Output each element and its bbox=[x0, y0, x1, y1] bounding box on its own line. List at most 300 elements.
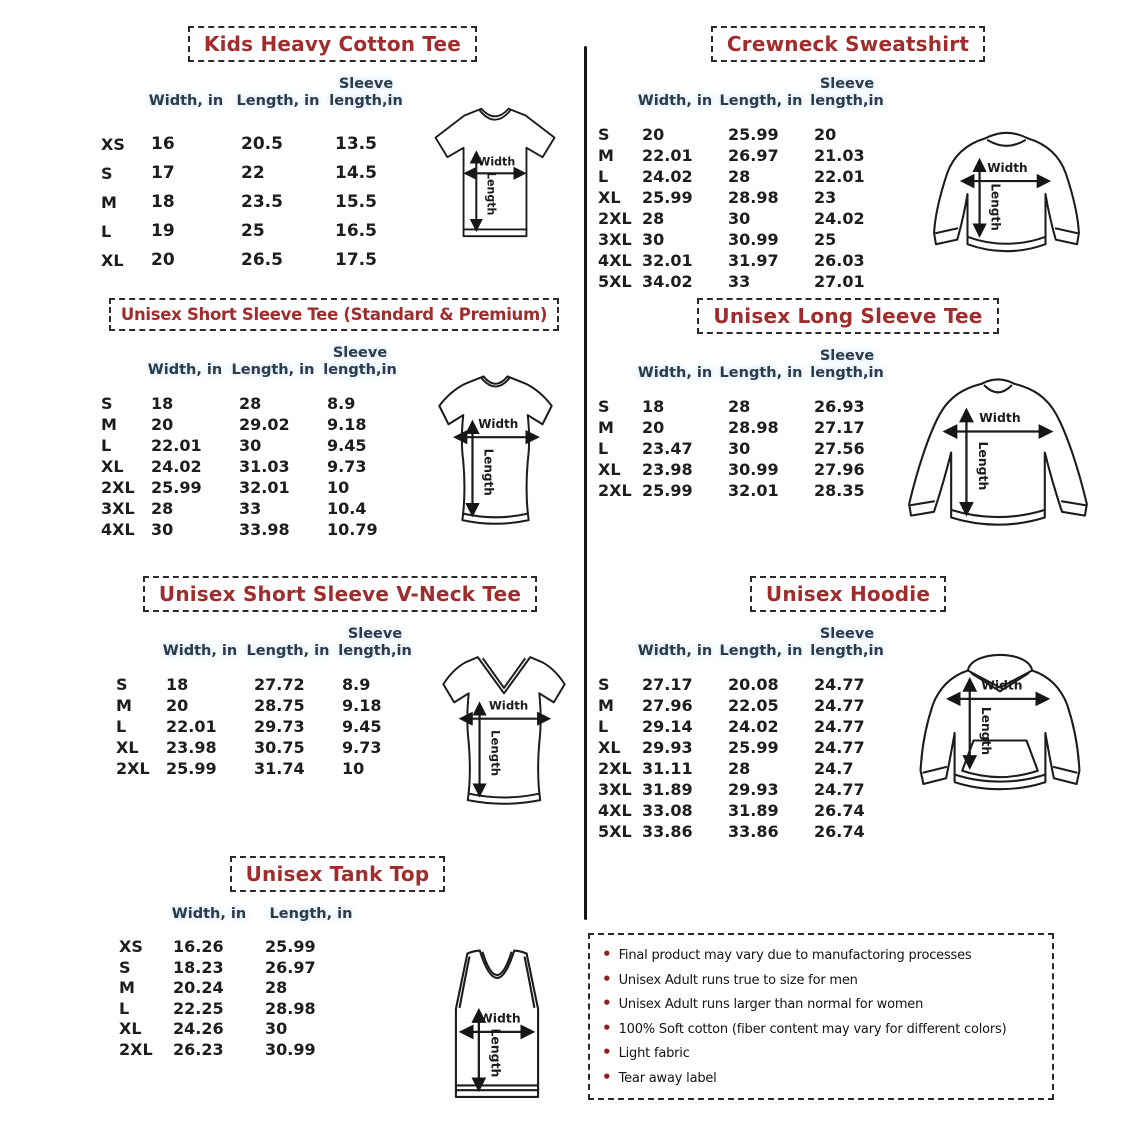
measurement-value: 23.5 bbox=[241, 192, 283, 212]
column-header: Width, in bbox=[147, 362, 223, 378]
measurement-value: 23.98 bbox=[166, 738, 217, 757]
measurement-value: 16 bbox=[151, 134, 175, 154]
table-row bbox=[119, 958, 367, 979]
measurement-value: 24.7 bbox=[814, 759, 854, 778]
measurement-value: 31.89 bbox=[642, 780, 693, 799]
size-label: XL bbox=[101, 251, 124, 270]
bullet-icon: • bbox=[602, 969, 612, 988]
measurement-value: 33.86 bbox=[728, 822, 779, 841]
table-row bbox=[598, 480, 890, 501]
measurement-value: 9.45 bbox=[342, 717, 382, 736]
table-row bbox=[101, 159, 407, 188]
length-arrow-label: Length bbox=[979, 706, 994, 756]
v-neck-tee-illustration bbox=[418, 646, 590, 814]
note-item bbox=[602, 943, 1040, 968]
measurement-value: 20 bbox=[642, 125, 665, 144]
size-label: 2XL bbox=[119, 1039, 153, 1059]
measurement-value: 33.98 bbox=[239, 520, 290, 539]
measurement-value: 31.89 bbox=[728, 801, 779, 820]
size-label: L bbox=[598, 717, 609, 736]
size-label: M bbox=[101, 415, 117, 434]
table-row bbox=[101, 498, 403, 519]
measurement-value: 30 bbox=[728, 209, 751, 228]
size-label: S bbox=[101, 164, 113, 183]
measurement-value: 28.35 bbox=[814, 481, 865, 500]
size-table bbox=[101, 76, 407, 275]
measurement-value: 23 bbox=[814, 188, 837, 207]
table-row bbox=[101, 188, 407, 217]
panel-unisex-long-sleeve-tee bbox=[592, 298, 1104, 535]
measurement-value: 20.24 bbox=[173, 978, 224, 997]
section-title: Crewneck Sweatshirt bbox=[711, 26, 985, 62]
table-row bbox=[598, 166, 890, 187]
measurement-value: 24.77 bbox=[814, 717, 865, 736]
section-title: Unisex Hoodie bbox=[750, 576, 946, 612]
size-label: XS bbox=[119, 937, 143, 956]
size-label: M bbox=[101, 193, 117, 212]
measurement-value: 23.47 bbox=[642, 439, 693, 458]
measurement-value: 25.99 bbox=[728, 125, 779, 144]
measurement-value: 25.99 bbox=[265, 937, 316, 956]
table-row bbox=[101, 435, 403, 456]
size-label: L bbox=[598, 167, 609, 186]
measurement-value: 10 bbox=[327, 478, 350, 497]
size-label: 3XL bbox=[598, 780, 632, 799]
measurement-value: 31.03 bbox=[239, 457, 290, 476]
table-header-row bbox=[116, 626, 418, 660]
measurement-value: 25 bbox=[814, 230, 837, 249]
measurement-value: 27.17 bbox=[814, 418, 865, 437]
size-label: 5XL bbox=[598, 272, 632, 291]
size-label: S bbox=[116, 675, 128, 694]
width-arrow-label: Width bbox=[478, 155, 516, 169]
measurement-value: 9.45 bbox=[327, 436, 367, 455]
measurement-value: 24.02 bbox=[642, 167, 693, 186]
measurement-value: 18.23 bbox=[173, 957, 224, 977]
measurement-value: 34.02 bbox=[642, 272, 693, 291]
measurement-value: 32.01 bbox=[239, 478, 290, 497]
length-arrow-label: Length bbox=[488, 1028, 504, 1078]
size-label: 2XL bbox=[598, 481, 632, 500]
measurement-value: 30 bbox=[239, 436, 262, 455]
note-item bbox=[602, 1017, 1040, 1042]
column-header: Sleeve length,in bbox=[329, 76, 403, 109]
size-table bbox=[116, 626, 418, 814]
size-label: XL bbox=[101, 457, 124, 476]
bullet-icon: • bbox=[602, 994, 612, 1012]
table-row bbox=[101, 456, 403, 477]
measurement-value: 28 bbox=[728, 397, 751, 416]
size-label: 2XL bbox=[101, 478, 135, 497]
tank-top-illustration bbox=[422, 944, 572, 1116]
table-row bbox=[119, 1040, 367, 1061]
measurement-value: 29.73 bbox=[254, 717, 305, 736]
measurement-value: 10.4 bbox=[327, 499, 367, 518]
measurement-value: 33 bbox=[728, 272, 751, 291]
table-row bbox=[598, 821, 890, 842]
measurement-value: 30.99 bbox=[728, 460, 779, 479]
table-row bbox=[116, 695, 418, 716]
size-label: S bbox=[598, 397, 610, 416]
column-header: Sleeve length,in bbox=[323, 345, 397, 378]
table-row bbox=[116, 737, 418, 758]
measurement-value: 25.99 bbox=[151, 478, 202, 497]
panel-unisex-short-sleeve-tee bbox=[85, 298, 583, 540]
size-table bbox=[598, 626, 890, 842]
size-label: 2XL bbox=[598, 209, 632, 228]
measurement-value: 28.98 bbox=[728, 188, 779, 207]
table-row bbox=[101, 519, 403, 540]
size-label: XL bbox=[598, 738, 621, 757]
section-title: Unisex Short Sleeve V-Neck Tee bbox=[143, 576, 537, 612]
measurement-value: 10.79 bbox=[327, 520, 378, 539]
measurement-value: 20 bbox=[814, 125, 837, 144]
measurement-value: 18 bbox=[151, 192, 175, 212]
size-label: S bbox=[101, 394, 113, 413]
measurement-value: 27.96 bbox=[814, 460, 865, 479]
measurement-value: 24.77 bbox=[814, 675, 865, 694]
column-header: Width, in bbox=[637, 643, 713, 659]
measurement-value: 30.75 bbox=[254, 738, 305, 757]
measurement-value: 27.17 bbox=[642, 675, 693, 694]
note-item bbox=[602, 1041, 1040, 1066]
measurement-value: 22 bbox=[241, 163, 265, 183]
column-header: Length, in bbox=[246, 643, 330, 659]
column-header: Length, in bbox=[231, 362, 315, 378]
measurement-value: 26.03 bbox=[814, 251, 865, 270]
measurement-value: 27.01 bbox=[814, 272, 865, 291]
size-label: XL bbox=[598, 460, 621, 479]
measurement-value: 22.01 bbox=[166, 717, 217, 736]
measurement-value: 33 bbox=[239, 499, 262, 518]
size-label: M bbox=[116, 696, 132, 715]
note-text: Tear away label bbox=[618, 1070, 717, 1086]
length-arrow-label: Length bbox=[975, 441, 991, 491]
table-row bbox=[101, 246, 407, 275]
measurement-value: 29.14 bbox=[642, 717, 693, 736]
measurement-value: 30 bbox=[642, 230, 665, 249]
table-row bbox=[598, 695, 890, 716]
hoodie-illustration bbox=[896, 644, 1104, 819]
note-item bbox=[602, 968, 1040, 993]
measurement-value: 32.01 bbox=[728, 481, 779, 500]
measurement-value: 26.93 bbox=[814, 397, 865, 416]
table-row bbox=[116, 716, 418, 737]
size-label: XL bbox=[116, 738, 139, 757]
measurement-value: 26.23 bbox=[173, 1039, 224, 1059]
measurement-value: 19 bbox=[151, 221, 175, 241]
table-header-row bbox=[598, 626, 890, 660]
size-label: M bbox=[598, 146, 614, 165]
measurement-value: 28 bbox=[151, 499, 174, 518]
measurement-value: 20.08 bbox=[728, 675, 779, 694]
measurement-value: 30 bbox=[728, 439, 751, 458]
bullet-icon: • bbox=[602, 1043, 612, 1061]
panel-unisex-hoodie bbox=[592, 576, 1104, 842]
table-row bbox=[119, 999, 367, 1020]
measurement-value: 27.56 bbox=[814, 439, 865, 458]
size-table bbox=[101, 345, 403, 540]
measurement-value: 28 bbox=[239, 394, 262, 413]
table-row bbox=[598, 124, 890, 145]
size-table bbox=[119, 906, 367, 1116]
size-label: 4XL bbox=[598, 801, 632, 820]
width-arrow-label: Width bbox=[979, 409, 1021, 425]
measurement-value: 8.9 bbox=[327, 394, 356, 413]
table-row bbox=[101, 393, 403, 414]
table-row bbox=[598, 800, 890, 821]
measurement-value: 32.01 bbox=[642, 251, 693, 270]
measurement-value: 22.05 bbox=[728, 696, 779, 715]
kids-tee-illustration bbox=[410, 94, 580, 256]
width-arrow-label: Width bbox=[987, 160, 1028, 175]
size-label: XL bbox=[598, 188, 621, 207]
size-label: S bbox=[119, 957, 131, 977]
measurement-value: 24.02 bbox=[728, 717, 779, 736]
measurement-value: 14.5 bbox=[335, 163, 377, 183]
section-title: Unisex Short Sleeve Tee (Standard & Premium) bbox=[109, 298, 559, 331]
section-title: Unisex Tank Top bbox=[230, 856, 446, 892]
column-header: Width, in bbox=[148, 93, 224, 109]
measurement-value: 21.03 bbox=[814, 146, 865, 165]
panel-crewneck-sweatshirt bbox=[592, 26, 1104, 292]
size-label: XL bbox=[119, 1019, 142, 1038]
note-text: Final product may vary due to manufactoring processes bbox=[618, 948, 972, 963]
measurement-value: 13.5 bbox=[335, 134, 377, 154]
measurement-value: 28.98 bbox=[728, 418, 779, 437]
table-row bbox=[119, 937, 367, 958]
size-label: S bbox=[598, 125, 610, 144]
measurement-value: 16.5 bbox=[335, 221, 377, 241]
measurement-value: 29.93 bbox=[728, 780, 779, 799]
measurement-value: 22.25 bbox=[173, 998, 224, 1018]
table-row bbox=[598, 758, 890, 779]
measurement-value: 30 bbox=[265, 1019, 288, 1038]
table-row bbox=[101, 217, 407, 246]
width-arrow-label: Width bbox=[981, 678, 1023, 693]
length-arrow-label: Length bbox=[481, 448, 496, 496]
size-label: 4XL bbox=[101, 520, 135, 539]
measurement-value: 26.74 bbox=[814, 822, 865, 841]
column-header: Width, in bbox=[637, 93, 713, 109]
measurement-value: 26.97 bbox=[265, 957, 316, 977]
measurement-value: 33.86 bbox=[642, 822, 693, 841]
panel-unisex-tank-top bbox=[95, 856, 580, 1116]
table-row bbox=[598, 737, 890, 758]
measurement-value: 31.11 bbox=[642, 759, 693, 778]
column-header: Width, in bbox=[162, 643, 238, 659]
measurement-value: 26.97 bbox=[728, 146, 779, 165]
size-table bbox=[598, 76, 890, 292]
table-header-row bbox=[598, 76, 890, 110]
measurement-value: 28.98 bbox=[265, 998, 316, 1018]
length-arrow-label: Length bbox=[988, 183, 1003, 231]
size-label: 2XL bbox=[116, 759, 150, 778]
measurement-value: 22.01 bbox=[642, 146, 693, 165]
table-row bbox=[598, 396, 890, 417]
measurement-value: 20.5 bbox=[241, 134, 283, 154]
width-arrow-label: Width bbox=[479, 1010, 521, 1026]
table-row bbox=[598, 208, 890, 229]
size-label: L bbox=[116, 717, 127, 736]
measurement-value: 29.02 bbox=[239, 415, 290, 434]
table-row bbox=[598, 674, 890, 695]
size-label: 4XL bbox=[598, 251, 632, 270]
column-header: Sleeve length,in bbox=[338, 626, 412, 659]
size-label: M bbox=[598, 696, 614, 715]
measurement-value: 24.02 bbox=[151, 457, 202, 476]
size-label: S bbox=[598, 675, 610, 694]
product-notes-box bbox=[588, 933, 1054, 1100]
panel-kids-heavy-cotton-tee bbox=[85, 26, 580, 275]
measurement-value: 10 bbox=[342, 759, 365, 778]
measurement-value: 26.5 bbox=[241, 250, 283, 270]
table-row bbox=[598, 716, 890, 737]
size-label: L bbox=[101, 222, 112, 241]
length-arrow-label: Length bbox=[488, 729, 503, 777]
table-row bbox=[101, 477, 403, 498]
size-label: 3XL bbox=[101, 499, 135, 518]
long-sleeve-tee-illustration bbox=[890, 372, 1105, 535]
measurement-value: 30.99 bbox=[265, 1039, 316, 1059]
column-header: Sleeve length,in bbox=[810, 348, 884, 381]
table-row bbox=[119, 1019, 367, 1040]
size-label: L bbox=[101, 436, 112, 455]
measurement-value: 24.77 bbox=[814, 696, 865, 715]
panel-unisex-v-neck-tee bbox=[100, 576, 580, 814]
column-header: Length, in bbox=[719, 643, 803, 659]
table-row bbox=[598, 187, 890, 208]
note-text: Light fabric bbox=[618, 1046, 690, 1061]
measurement-value: 22.01 bbox=[814, 167, 865, 186]
table-row bbox=[101, 414, 403, 435]
column-header: Width, in bbox=[171, 906, 247, 922]
table-row bbox=[598, 459, 890, 480]
size-label: L bbox=[119, 998, 130, 1018]
table-row bbox=[101, 130, 407, 159]
note-text: Unisex Adult runs true to size for men bbox=[618, 972, 858, 988]
short-sleeve-tee-illustration bbox=[408, 369, 583, 533]
table-header-row bbox=[101, 345, 403, 379]
measurement-value: 17.5 bbox=[335, 250, 377, 270]
measurement-value: 15.5 bbox=[335, 192, 377, 212]
measurement-value: 22.01 bbox=[151, 436, 202, 455]
column-header: Width, in bbox=[637, 365, 713, 381]
measurement-value: 28 bbox=[642, 209, 665, 228]
measurement-value: 18 bbox=[166, 675, 189, 694]
crewneck-sweatshirt-illustration bbox=[909, 120, 1104, 270]
measurement-value: 18 bbox=[642, 397, 665, 416]
measurement-value: 20 bbox=[642, 418, 665, 437]
measurement-value: 25.99 bbox=[642, 188, 693, 207]
measurement-value: 28 bbox=[265, 978, 288, 997]
size-label: XS bbox=[101, 135, 125, 154]
table-row bbox=[598, 145, 890, 166]
size-table bbox=[598, 348, 890, 535]
size-label: M bbox=[119, 978, 135, 997]
size-label: M bbox=[598, 418, 614, 437]
measurement-value: 9.18 bbox=[342, 696, 382, 715]
table-row bbox=[598, 417, 890, 438]
note-text: 100% Soft cotton (fiber content may vary for different colors) bbox=[618, 1021, 1007, 1037]
column-header: Length, in bbox=[269, 906, 353, 922]
table-row bbox=[598, 779, 890, 800]
measurement-value: 25.99 bbox=[166, 759, 217, 778]
table-row bbox=[598, 229, 890, 250]
table-row bbox=[119, 978, 367, 999]
measurement-value: 9.18 bbox=[327, 415, 367, 434]
table-row bbox=[116, 758, 418, 779]
bullet-icon: • bbox=[602, 945, 612, 963]
measurement-value: 31.74 bbox=[254, 759, 305, 778]
measurement-value: 18 bbox=[151, 394, 174, 413]
bullet-icon: • bbox=[602, 1018, 612, 1037]
note-item bbox=[602, 1066, 1040, 1091]
measurement-value: 25 bbox=[241, 221, 265, 241]
column-header: Sleeve length,in bbox=[810, 626, 884, 659]
measurement-value: 26.74 bbox=[814, 801, 865, 820]
measurement-value: 33.08 bbox=[642, 801, 693, 820]
measurement-value: 17 bbox=[151, 163, 175, 183]
measurement-value: 16.26 bbox=[173, 937, 224, 956]
measurement-value: 30 bbox=[151, 520, 174, 539]
column-header: Length, in bbox=[719, 365, 803, 381]
width-arrow-label: Width bbox=[488, 698, 529, 713]
size-label: 2XL bbox=[598, 759, 632, 778]
measurement-value: 28 bbox=[728, 759, 751, 778]
measurement-value: 28.75 bbox=[254, 696, 305, 715]
column-header: Sleeve length,in bbox=[810, 76, 884, 109]
size-label: L bbox=[598, 439, 609, 458]
width-arrow-label: Width bbox=[478, 416, 519, 431]
table-row bbox=[598, 271, 890, 292]
measurement-value: 27.72 bbox=[254, 675, 305, 694]
table-header-row bbox=[101, 76, 407, 110]
measurement-value: 25.99 bbox=[642, 481, 693, 500]
measurement-value: 23.98 bbox=[642, 460, 693, 479]
measurement-value: 30.99 bbox=[728, 230, 779, 249]
table-header-row bbox=[598, 348, 890, 382]
table-row bbox=[598, 438, 890, 459]
table-header-row bbox=[119, 906, 367, 923]
measurement-value: 20 bbox=[151, 415, 174, 434]
measurement-value: 24.26 bbox=[173, 1019, 224, 1038]
measurement-value: 9.73 bbox=[327, 457, 367, 476]
measurement-value: 20 bbox=[166, 696, 189, 715]
measurement-value: 8.9 bbox=[342, 675, 371, 694]
column-header: Length, in bbox=[719, 93, 803, 109]
table-row bbox=[598, 250, 890, 271]
measurement-value: 28 bbox=[728, 167, 751, 186]
section-title: Unisex Long Sleeve Tee bbox=[697, 298, 998, 334]
measurement-value: 31.97 bbox=[728, 251, 779, 270]
table-row bbox=[116, 674, 418, 695]
section-title: Kids Heavy Cotton Tee bbox=[188, 26, 477, 62]
size-label: 5XL bbox=[598, 822, 632, 841]
measurement-value: 9.73 bbox=[342, 738, 382, 757]
column-header: Length, in bbox=[236, 93, 320, 109]
measurement-value: 25.99 bbox=[728, 738, 779, 757]
measurement-value: 27.96 bbox=[642, 696, 693, 715]
length-arrow-label: Length bbox=[484, 171, 498, 216]
size-label: 3XL bbox=[598, 230, 632, 249]
measurement-value: 24.77 bbox=[814, 780, 865, 799]
measurement-value: 29.93 bbox=[642, 738, 693, 757]
measurement-value: 20 bbox=[151, 250, 175, 270]
measurement-value: 24.77 bbox=[814, 738, 865, 757]
bullet-icon: • bbox=[602, 1067, 612, 1086]
note-text: Unisex Adult runs larger than normal for women bbox=[618, 997, 924, 1012]
